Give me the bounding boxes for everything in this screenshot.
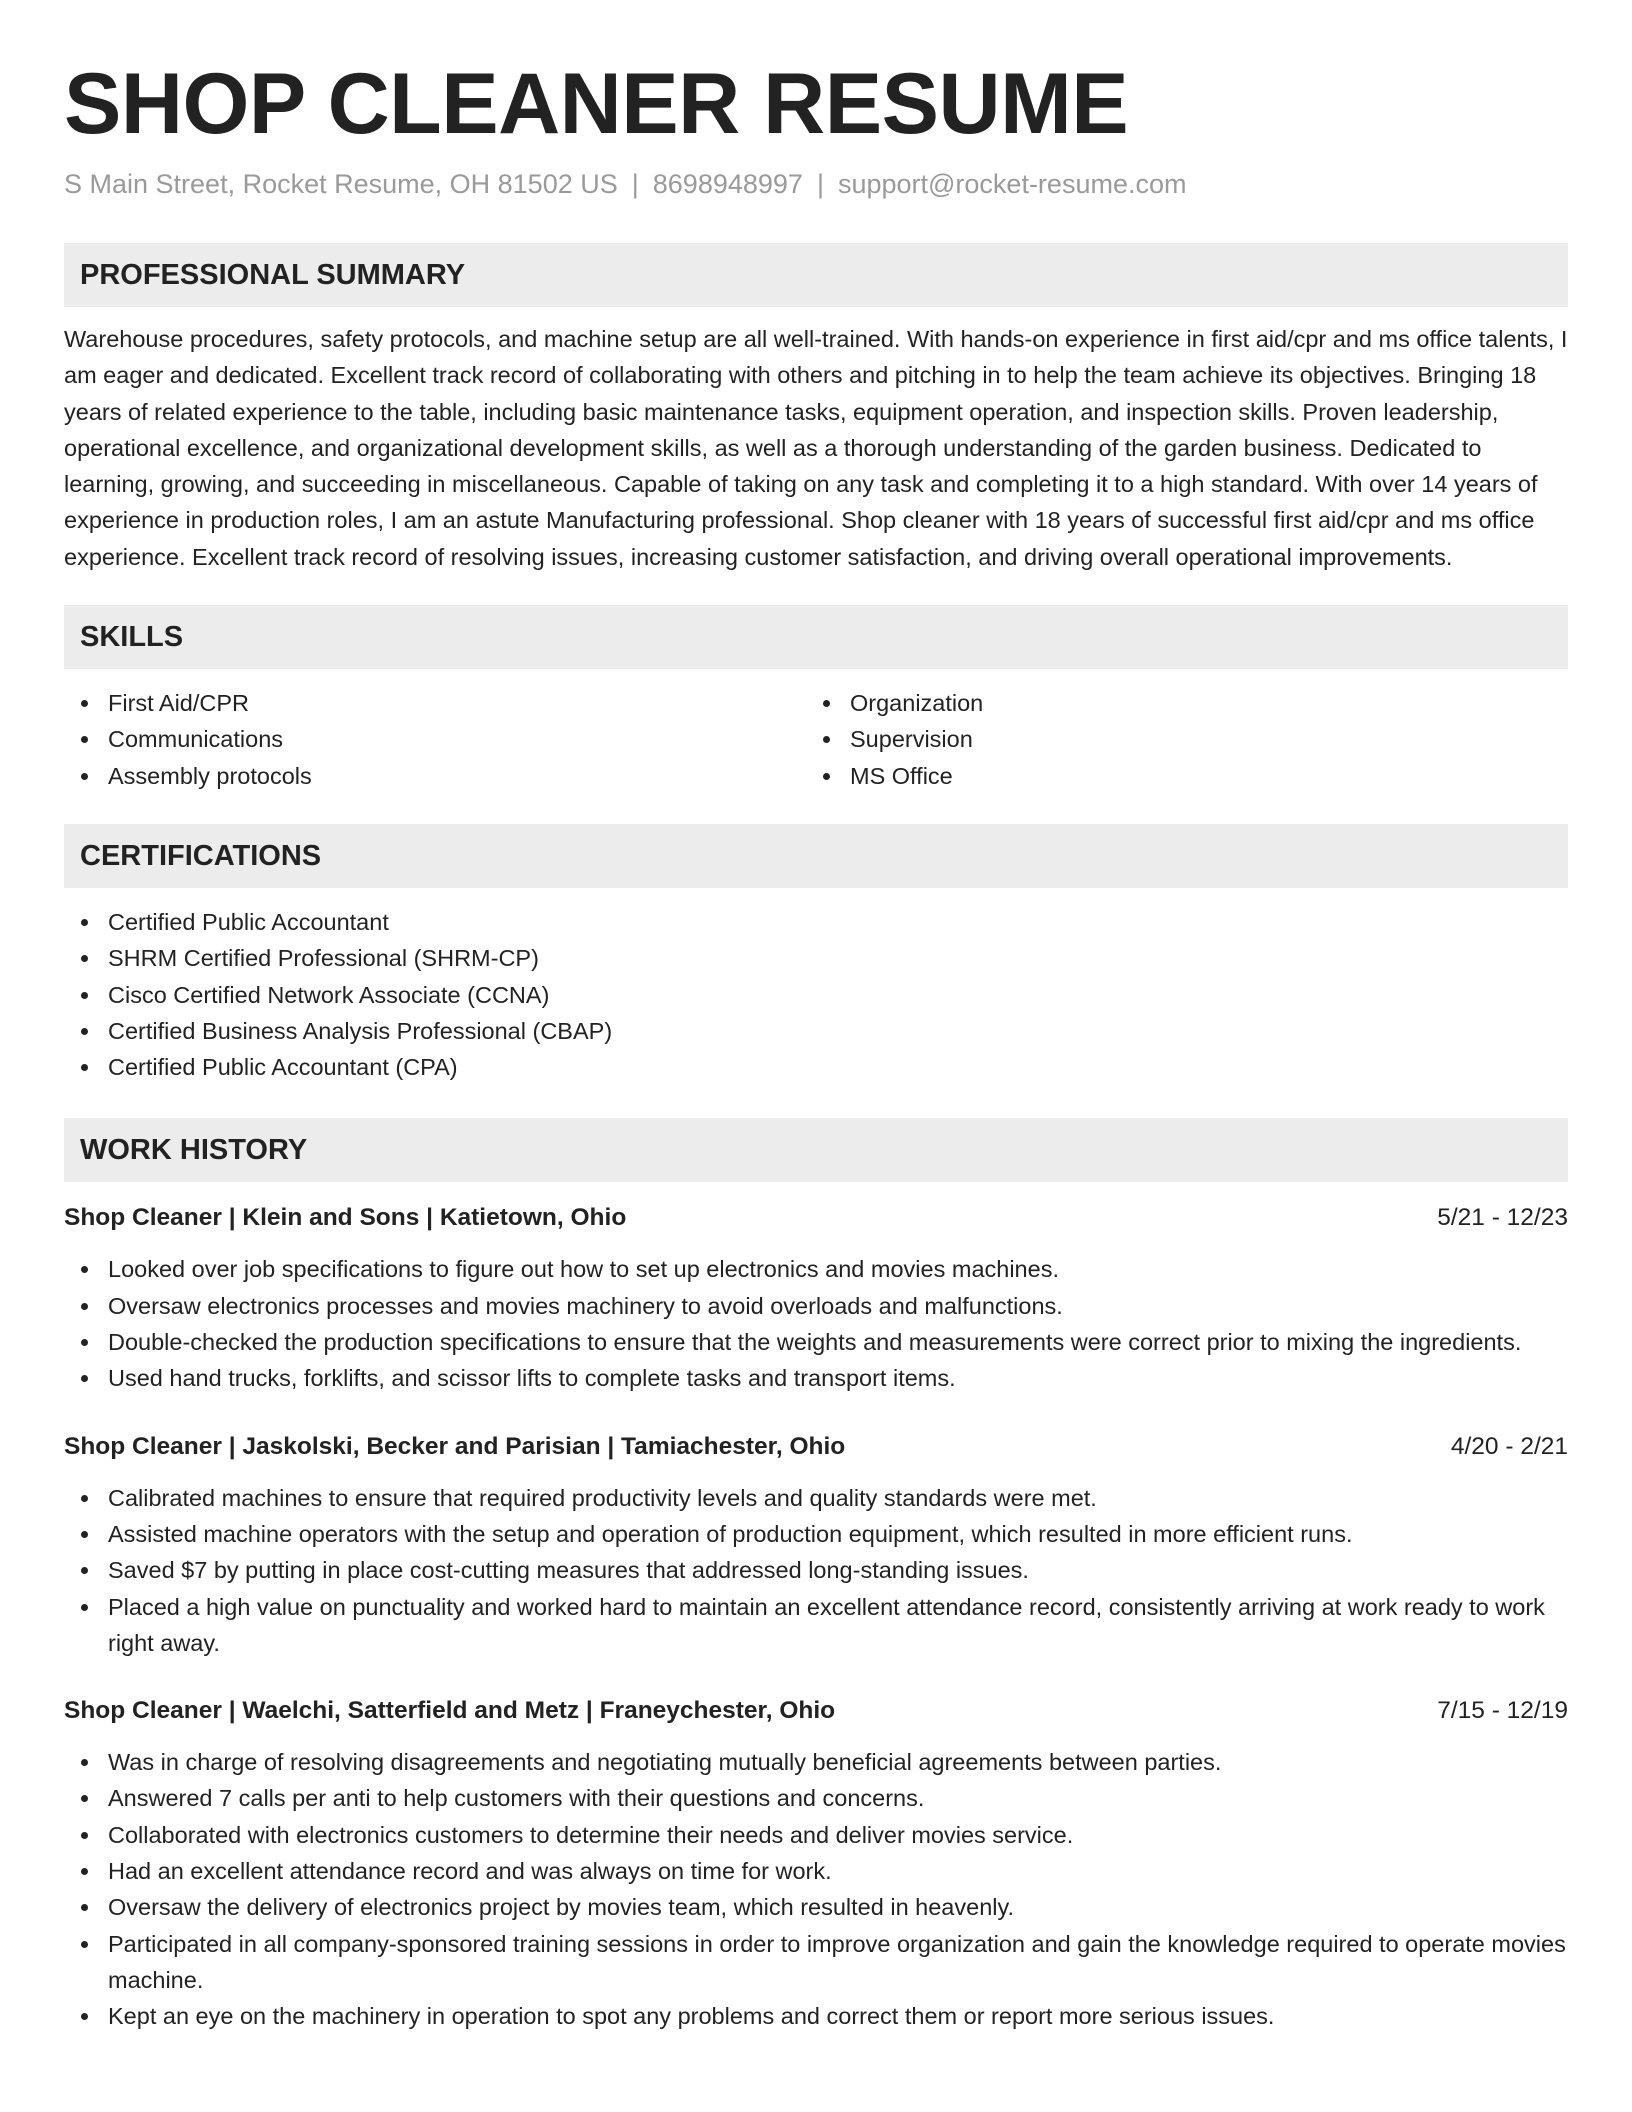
skill-item: MS Office bbox=[806, 758, 1548, 794]
job-entry bbox=[64, 1200, 1568, 1396]
work-history-section bbox=[64, 1118, 1568, 2034]
contact-email: support@rocket-resume.com bbox=[837, 169, 1187, 199]
contact-phone: 8698948997 bbox=[652, 169, 803, 199]
summary-text: Warehouse procedures, safety protocols, and machine setup are all well-trained. With hands-on experience in first aid/cpr and ms office talents, I am eager and dedicated. Excellent track record of collaborating with others and pitching in to help the team achieve its objectives. Bringing 18 years of related experience to the table, including basic maintenance tasks, equipment operation, and inspection skills. Proven leadership, operational excellence, and organizational development skills, as well as a thorough understanding of the garden business. Dedicated to learning, growing, and succeeding in miscellaneous. Capable of taking on any task and completing it to a high standard. With over 14 years of experience in production roles, I am an astute Manufacturing professional. Shop cleaner with 18 years of successful first aid/cpr and ms office experience. Excellent track record of resolving issues, increasing customer satisfaction, and driving overall operational improvements. bbox=[64, 326, 1568, 570]
contact-separator: | bbox=[631, 169, 639, 199]
job-bullet: Saved $7 by putting in place cost-cutting measures that addressed long-standing issues. bbox=[64, 1552, 1568, 1588]
resume-page bbox=[64, 0, 1568, 2035]
job-bullet: Participated in all company-sponsored training sessions in order to improve organization and gain the knowledge required to operate movies machine. bbox=[64, 1926, 1568, 1999]
job-bullet: Used hand trucks, forklifts, and scissor lifts to complete tasks and transport items. bbox=[64, 1360, 1568, 1396]
job-dates: 5/21 - 12/23 bbox=[1437, 1204, 1568, 1232]
certification-item: SHRM Certified Professional (SHRM-CP) bbox=[64, 940, 1568, 976]
job-bullet: Calibrated machines to ensure that required productivity levels and quality standards were met. bbox=[64, 1480, 1568, 1516]
skills-section bbox=[64, 605, 1568, 794]
job-title-row bbox=[64, 1200, 1568, 1236]
job-title: Shop Cleaner | Waelchi, Satterfield and Metz | Franeychester, Ohio bbox=[64, 1697, 836, 1725]
skills-grid bbox=[64, 685, 1568, 794]
job-bullet: Oversaw electronics processes and movies machinery to avoid overloads and malfunctions. bbox=[64, 1288, 1568, 1324]
job-dates: 4/20 - 2/21 bbox=[1450, 1432, 1568, 1460]
skill-item: First Aid/CPR bbox=[64, 685, 806, 721]
skills-list-right bbox=[806, 685, 1548, 794]
job-bullet: Double-checked the production specifications to ensure that the weights and measurements were correct prior to mixing the ingredients. bbox=[64, 1324, 1568, 1360]
certification-item: Certified Public Accountant bbox=[64, 904, 1568, 940]
skills-header: SKILLS bbox=[64, 605, 1568, 669]
job-bullets bbox=[64, 1744, 1568, 2034]
job-entry bbox=[64, 1429, 1568, 1661]
job-bullet: Answered 7 calls per anti to help customers with their questions and concerns. bbox=[64, 1780, 1568, 1816]
job-bullet: Looked over job specifications to figure out how to set up electronics and movies machines. bbox=[64, 1251, 1568, 1287]
job-dates: 7/15 - 12/19 bbox=[1437, 1697, 1568, 1725]
job-title: Shop Cleaner | Klein and Sons | Katietown, Ohio bbox=[64, 1204, 627, 1232]
skill-item: Organization bbox=[806, 685, 1548, 721]
summary-header: PROFESSIONAL SUMMARY bbox=[64, 243, 1568, 307]
job-title-row bbox=[64, 1693, 1568, 1729]
certification-item: Cisco Certified Network Associate (CCNA) bbox=[64, 977, 1568, 1013]
certification-item: Certified Business Analysis Professional (CBAP) bbox=[64, 1013, 1568, 1049]
job-bullet: Was in charge of resolving disagreements and negotiating mutually beneficial agreements between parties. bbox=[64, 1744, 1568, 1780]
job-title-row bbox=[64, 1429, 1568, 1465]
skill-item: Communications bbox=[64, 721, 806, 757]
skill-item: Assembly protocols bbox=[64, 758, 806, 794]
work-history-header: WORK HISTORY bbox=[64, 1118, 1568, 1182]
job-bullet: Kept an eye on the machinery in operation to spot any problems and correct them or report more serious issues. bbox=[64, 1998, 1568, 2034]
certifications-header: CERTIFICATIONS bbox=[64, 824, 1568, 888]
job-bullet: Had an excellent attendance record and was always on time for work. bbox=[64, 1853, 1568, 1889]
skill-item: Supervision bbox=[806, 721, 1548, 757]
job-title: Shop Cleaner | Jaskolski, Becker and Parisian | Tamiachester, Ohio bbox=[64, 1432, 846, 1460]
certification-item: Certified Public Accountant (CPA) bbox=[64, 1049, 1568, 1085]
certifications-section bbox=[64, 824, 1568, 1085]
resume-title: SHOP CLEANER RESUME bbox=[64, 56, 1129, 152]
job-bullets bbox=[64, 1251, 1568, 1396]
contact-address: S Main Street, Rocket Resume, OH 81502 US bbox=[64, 169, 618, 199]
job-entry bbox=[64, 1693, 1568, 2034]
skills-list-left bbox=[64, 685, 806, 794]
contact-line bbox=[64, 166, 1568, 202]
job-bullet: Oversaw the delivery of electronics project by movies team, which resulted in heavenly. bbox=[64, 1889, 1568, 1925]
job-bullet: Collaborated with electronics customers to determine their needs and deliver movies service. bbox=[64, 1817, 1568, 1853]
summary-section bbox=[64, 243, 1568, 575]
job-bullets bbox=[64, 1480, 1568, 1661]
job-bullet: Placed a high value on punctuality and worked hard to maintain an excellent attendance record, consistently arriving at work ready to work right away. bbox=[64, 1589, 1568, 1662]
certifications-list bbox=[64, 904, 1568, 1085]
job-bullet: Assisted machine operators with the setup and operation of production equipment, which resulted in more efficient runs. bbox=[64, 1516, 1568, 1552]
contact-separator: | bbox=[816, 169, 824, 199]
